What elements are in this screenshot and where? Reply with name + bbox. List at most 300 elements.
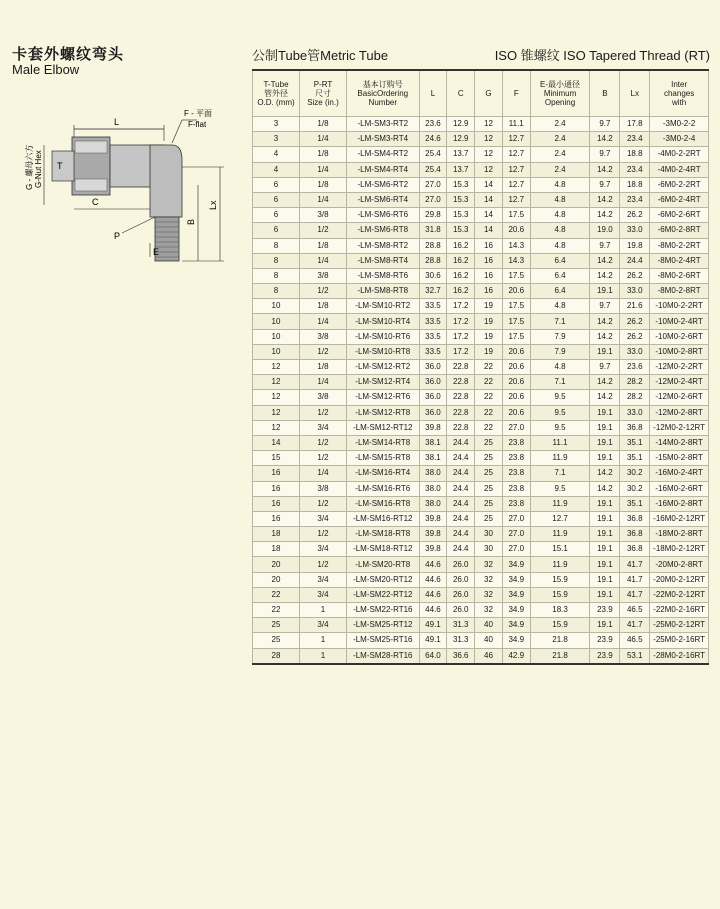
cell-lx: 46.5 bbox=[620, 603, 650, 618]
cell-f: 12.7 bbox=[502, 177, 530, 192]
cell-g: 25 bbox=[475, 451, 503, 466]
column-header-line: 管外径 bbox=[263, 89, 288, 98]
table-row bbox=[253, 496, 709, 511]
column-header-line: L bbox=[430, 89, 436, 98]
cell-lx: 26.2 bbox=[620, 208, 650, 223]
cell-t: 10 bbox=[253, 344, 300, 359]
cell-l: 38.0 bbox=[419, 496, 447, 511]
cell-l: 33.5 bbox=[419, 344, 447, 359]
cell-g: 14 bbox=[475, 177, 503, 192]
cell-e: 4.8 bbox=[530, 238, 590, 253]
cell-ord: -LM-SM22-RT12 bbox=[346, 587, 419, 602]
cell-ord: -LM-SM25-RT16 bbox=[346, 633, 419, 648]
cell-inter: -8M0-2-4RT bbox=[650, 253, 709, 268]
cell-f: 34.9 bbox=[502, 572, 530, 587]
column-header-b bbox=[590, 70, 620, 117]
cell-f: 23.8 bbox=[502, 496, 530, 511]
cell-e: 6.4 bbox=[530, 268, 590, 283]
table-row bbox=[253, 132, 709, 147]
cell-e: 15.9 bbox=[530, 587, 590, 602]
cell-inter: -16M0-2-12RT bbox=[650, 511, 709, 526]
cell-c: 17.2 bbox=[447, 314, 475, 329]
cell-inter: -6M0-2-4RT bbox=[650, 192, 709, 207]
cell-t: 28 bbox=[253, 648, 300, 664]
cell-c: 17.2 bbox=[447, 299, 475, 314]
cell-inter: -3M0-2-4 bbox=[650, 132, 709, 147]
cell-b: 14.2 bbox=[590, 466, 620, 481]
cell-e: 2.4 bbox=[530, 117, 590, 132]
cell-l: 36.0 bbox=[419, 375, 447, 390]
cell-t: 12 bbox=[253, 405, 300, 420]
cell-f: 20.6 bbox=[502, 375, 530, 390]
cell-f: 34.9 bbox=[502, 618, 530, 633]
cell-inter: -3M0-2-2 bbox=[650, 117, 709, 132]
cell-b: 14.2 bbox=[590, 208, 620, 223]
cell-e: 6.4 bbox=[530, 284, 590, 299]
cell-e: 2.4 bbox=[530, 132, 590, 147]
cell-inter: -16M0-2-8RT bbox=[650, 496, 709, 511]
cell-b: 19.1 bbox=[590, 557, 620, 572]
cell-e: 4.8 bbox=[530, 208, 590, 223]
cell-ord: -LM-SM4-RT2 bbox=[346, 147, 419, 162]
column-header-g bbox=[475, 70, 503, 117]
cell-p: 1/2 bbox=[299, 344, 346, 359]
cell-p: 1/2 bbox=[299, 557, 346, 572]
cell-e: 15.9 bbox=[530, 618, 590, 633]
male-elbow-drawing bbox=[22, 105, 250, 275]
cell-e: 2.4 bbox=[530, 147, 590, 162]
cell-g: 30 bbox=[475, 542, 503, 557]
cell-c: 15.3 bbox=[447, 177, 475, 192]
cell-p: 3/4 bbox=[299, 511, 346, 526]
cell-l: 44.6 bbox=[419, 557, 447, 572]
cell-t: 12 bbox=[253, 420, 300, 435]
cell-lx: 26.2 bbox=[620, 329, 650, 344]
cell-b: 14.2 bbox=[590, 253, 620, 268]
cell-b: 19.1 bbox=[590, 542, 620, 557]
f-flat-cn-label: F - 平面 bbox=[184, 109, 212, 118]
dim-t-label: T bbox=[57, 161, 63, 171]
cell-p: 1/2 bbox=[299, 284, 346, 299]
table-row bbox=[253, 572, 709, 587]
cell-lx: 26.2 bbox=[620, 268, 650, 283]
cell-t: 10 bbox=[253, 329, 300, 344]
dim-p-label: P bbox=[114, 231, 121, 241]
cell-t: 12 bbox=[253, 375, 300, 390]
cell-ord: -LM-SM4-RT4 bbox=[346, 162, 419, 177]
cell-inter: -20M0-2-12RT bbox=[650, 572, 709, 587]
cell-c: 31.3 bbox=[447, 633, 475, 648]
cell-inter: -10M0-2-8RT bbox=[650, 344, 709, 359]
cell-p: 1/4 bbox=[299, 162, 346, 177]
column-header-line: Size (in.) bbox=[307, 98, 339, 107]
cell-t: 6 bbox=[253, 192, 300, 207]
cell-e: 9.5 bbox=[530, 420, 590, 435]
cell-f: 27.0 bbox=[502, 511, 530, 526]
table-header-row bbox=[253, 70, 709, 117]
cell-f: 12.7 bbox=[502, 147, 530, 162]
cell-g: 16 bbox=[475, 238, 503, 253]
cell-ord: -LM-SM8-RT8 bbox=[346, 284, 419, 299]
cell-p: 3/4 bbox=[299, 618, 346, 633]
table-row bbox=[253, 405, 709, 420]
cell-b: 19.1 bbox=[590, 572, 620, 587]
cell-lx: 23.4 bbox=[620, 162, 650, 177]
cell-c: 22.8 bbox=[447, 405, 475, 420]
cell-ord: -LM-SM20-RT12 bbox=[346, 572, 419, 587]
cell-inter: -14M0-2-8RT bbox=[650, 435, 709, 450]
table-row bbox=[253, 633, 709, 648]
cell-l: 49.1 bbox=[419, 618, 447, 633]
column-header-l bbox=[419, 70, 447, 117]
cell-inter: -6M0-2-6RT bbox=[650, 208, 709, 223]
cell-ord: -LM-SM6-RT8 bbox=[346, 223, 419, 238]
cell-b: 9.7 bbox=[590, 177, 620, 192]
cell-lx: 36.8 bbox=[620, 542, 650, 557]
cell-e: 2.4 bbox=[530, 162, 590, 177]
f-flat-en-label: F-flat bbox=[188, 120, 207, 129]
cell-g: 22 bbox=[475, 390, 503, 405]
cell-g: 25 bbox=[475, 466, 503, 481]
cell-lx: 36.8 bbox=[620, 511, 650, 526]
table-row bbox=[253, 618, 709, 633]
cell-e: 4.8 bbox=[530, 299, 590, 314]
cell-inter: -12M0-2-12RT bbox=[650, 420, 709, 435]
cell-p: 3/4 bbox=[299, 420, 346, 435]
cell-g: 16 bbox=[475, 253, 503, 268]
g-nut-en-label: G-Nut Hex bbox=[34, 150, 43, 188]
cell-inter: -6M0-2-8RT bbox=[650, 223, 709, 238]
cell-ord: -LM-SM6-RT6 bbox=[346, 208, 419, 223]
table-row bbox=[253, 268, 709, 283]
cell-p: 3/4 bbox=[299, 572, 346, 587]
cell-ord: -LM-SM8-RT4 bbox=[346, 253, 419, 268]
cell-inter: -16M0-2-6RT bbox=[650, 481, 709, 496]
cell-ord: -LM-SM16-RT4 bbox=[346, 466, 419, 481]
cell-g: 25 bbox=[475, 496, 503, 511]
cell-inter: -15M0-2-8RT bbox=[650, 451, 709, 466]
table-row bbox=[253, 527, 709, 542]
cell-inter: -10M0-2-6RT bbox=[650, 329, 709, 344]
cell-lx: 36.8 bbox=[620, 420, 650, 435]
cell-f: 34.9 bbox=[502, 587, 530, 602]
cell-lx: 41.7 bbox=[620, 618, 650, 633]
cell-lx: 26.2 bbox=[620, 314, 650, 329]
cell-lx: 33.0 bbox=[620, 405, 650, 420]
cell-f: 23.8 bbox=[502, 451, 530, 466]
cell-inter: -20M0-2-8RT bbox=[650, 557, 709, 572]
column-header-lx bbox=[620, 70, 650, 117]
cell-f: 17.5 bbox=[502, 208, 530, 223]
cell-t: 3 bbox=[253, 117, 300, 132]
cell-c: 26.0 bbox=[447, 603, 475, 618]
column-header-line: Lx bbox=[630, 89, 639, 98]
cell-ord: -LM-SM12-RT4 bbox=[346, 375, 419, 390]
cell-ord: -LM-SM6-RT4 bbox=[346, 192, 419, 207]
cell-ord: -LM-SM12-RT6 bbox=[346, 390, 419, 405]
cell-lx: 23.4 bbox=[620, 192, 650, 207]
cell-l: 39.8 bbox=[419, 542, 447, 557]
dim-lx-label: Lx bbox=[208, 200, 218, 210]
cell-b: 23.9 bbox=[590, 603, 620, 618]
cell-b: 23.9 bbox=[590, 648, 620, 664]
cell-l: 39.8 bbox=[419, 527, 447, 542]
column-header-line: Inter bbox=[671, 80, 688, 89]
g-nut-cn-label: G - 螺母六方 bbox=[25, 144, 34, 190]
cell-f: 27.0 bbox=[502, 542, 530, 557]
cell-l: 32.7 bbox=[419, 284, 447, 299]
table-row bbox=[253, 147, 709, 162]
cell-ord: -LM-SM15-RT8 bbox=[346, 451, 419, 466]
cell-l: 64.0 bbox=[419, 648, 447, 664]
table-row bbox=[253, 117, 709, 132]
cell-l: 39.8 bbox=[419, 511, 447, 526]
cell-t: 4 bbox=[253, 162, 300, 177]
cell-b: 19.1 bbox=[590, 587, 620, 602]
cell-e: 11.1 bbox=[530, 435, 590, 450]
cell-ord: -LM-SM28-RT16 bbox=[346, 648, 419, 664]
cell-l: 25.4 bbox=[419, 162, 447, 177]
cell-g: 14 bbox=[475, 223, 503, 238]
cell-p: 3/4 bbox=[299, 542, 346, 557]
cell-b: 14.2 bbox=[590, 329, 620, 344]
cell-lx: 41.7 bbox=[620, 557, 650, 572]
cell-l: 23.6 bbox=[419, 117, 447, 132]
cell-lx: 17.8 bbox=[620, 117, 650, 132]
cell-ord: -LM-SM8-RT2 bbox=[346, 238, 419, 253]
cell-g: 14 bbox=[475, 208, 503, 223]
cell-p: 1/2 bbox=[299, 405, 346, 420]
cell-g: 19 bbox=[475, 299, 503, 314]
cell-g: 22 bbox=[475, 375, 503, 390]
cell-b: 19.1 bbox=[590, 451, 620, 466]
cell-lx: 23.6 bbox=[620, 360, 650, 375]
cell-p: 3/4 bbox=[299, 587, 346, 602]
cell-ord: -LM-SM3-RT4 bbox=[346, 132, 419, 147]
cell-f: 17.5 bbox=[502, 329, 530, 344]
cell-e: 7.9 bbox=[530, 329, 590, 344]
cell-b: 9.7 bbox=[590, 299, 620, 314]
cell-b: 19.1 bbox=[590, 284, 620, 299]
cell-f: 12.7 bbox=[502, 132, 530, 147]
cell-t: 16 bbox=[253, 481, 300, 496]
cell-c: 24.4 bbox=[447, 481, 475, 496]
cell-e: 7.1 bbox=[530, 466, 590, 481]
column-header-t bbox=[253, 70, 300, 117]
cell-p: 1/4 bbox=[299, 466, 346, 481]
table-row bbox=[253, 420, 709, 435]
cell-p: 1/8 bbox=[299, 360, 346, 375]
cell-p: 1 bbox=[299, 648, 346, 664]
cell-c: 24.4 bbox=[447, 527, 475, 542]
cell-e: 11.9 bbox=[530, 527, 590, 542]
cell-inter: -25M0-2-12RT bbox=[650, 618, 709, 633]
cell-g: 22 bbox=[475, 360, 503, 375]
cell-c: 17.2 bbox=[447, 344, 475, 359]
cell-c: 22.8 bbox=[447, 375, 475, 390]
cell-f: 17.5 bbox=[502, 299, 530, 314]
cell-f: 14.3 bbox=[502, 238, 530, 253]
cell-lx: 21.6 bbox=[620, 299, 650, 314]
cell-p: 1/4 bbox=[299, 253, 346, 268]
cell-l: 25.4 bbox=[419, 147, 447, 162]
column-header-line: O.D. (mm) bbox=[257, 98, 295, 107]
cell-l: 27.0 bbox=[419, 192, 447, 207]
cell-p: 1/4 bbox=[299, 132, 346, 147]
cell-lx: 30.2 bbox=[620, 481, 650, 496]
cell-l: 28.8 bbox=[419, 253, 447, 268]
cell-c: 13.7 bbox=[447, 162, 475, 177]
cell-f: 17.5 bbox=[502, 314, 530, 329]
cell-t: 8 bbox=[253, 238, 300, 253]
cell-ord: -LM-SM3-RT2 bbox=[346, 117, 419, 132]
cell-t: 14 bbox=[253, 435, 300, 450]
cell-g: 25 bbox=[475, 435, 503, 450]
cell-inter: -18M0-2-8RT bbox=[650, 527, 709, 542]
table-row bbox=[253, 223, 709, 238]
cell-ord: -LM-SM22-RT16 bbox=[346, 603, 419, 618]
cell-g: 46 bbox=[475, 648, 503, 664]
cell-t: 4 bbox=[253, 147, 300, 162]
cell-l: 38.0 bbox=[419, 466, 447, 481]
cell-c: 16.2 bbox=[447, 268, 475, 283]
cell-t: 20 bbox=[253, 557, 300, 572]
cell-c: 26.0 bbox=[447, 557, 475, 572]
cell-inter: -8M0-2-2RT bbox=[650, 238, 709, 253]
table-row bbox=[253, 329, 709, 344]
table-row bbox=[253, 344, 709, 359]
cell-t: 10 bbox=[253, 299, 300, 314]
cell-p: 1/2 bbox=[299, 223, 346, 238]
cell-g: 14 bbox=[475, 192, 503, 207]
cell-e: 7.1 bbox=[530, 314, 590, 329]
cell-p: 3/8 bbox=[299, 268, 346, 283]
cell-lx: 30.2 bbox=[620, 466, 650, 481]
cell-inter: -12M0-2-6RT bbox=[650, 390, 709, 405]
cell-t: 8 bbox=[253, 253, 300, 268]
cell-t: 22 bbox=[253, 587, 300, 602]
cell-lx: 41.7 bbox=[620, 587, 650, 602]
cell-t: 20 bbox=[253, 572, 300, 587]
cell-p: 1/8 bbox=[299, 147, 346, 162]
cell-f: 34.9 bbox=[502, 603, 530, 618]
cell-l: 38.1 bbox=[419, 435, 447, 450]
column-header-line: Minimum bbox=[543, 89, 577, 98]
spec-table-container bbox=[252, 69, 709, 665]
cell-g: 32 bbox=[475, 572, 503, 587]
cell-lx: 19.8 bbox=[620, 238, 650, 253]
cell-e: 15.1 bbox=[530, 542, 590, 557]
cell-l: 33.5 bbox=[419, 299, 447, 314]
cell-g: 16 bbox=[475, 268, 503, 283]
cell-t: 16 bbox=[253, 496, 300, 511]
cell-ord: -LM-SM10-RT4 bbox=[346, 314, 419, 329]
cell-e: 21.8 bbox=[530, 633, 590, 648]
cell-inter: -12M0-2-2RT bbox=[650, 360, 709, 375]
cell-g: 32 bbox=[475, 603, 503, 618]
cell-lx: 24.4 bbox=[620, 253, 650, 268]
cell-ord: -LM-SM10-RT6 bbox=[346, 329, 419, 344]
table-row bbox=[253, 299, 709, 314]
table-row bbox=[253, 603, 709, 618]
cell-inter: -22M0-2-12RT bbox=[650, 587, 709, 602]
cell-lx: 33.0 bbox=[620, 284, 650, 299]
cell-inter: -25M0-2-16RT bbox=[650, 633, 709, 648]
cell-e: 21.8 bbox=[530, 648, 590, 664]
cell-g: 32 bbox=[475, 587, 503, 602]
table-row bbox=[253, 466, 709, 481]
column-header-line: 尺寸 bbox=[314, 89, 331, 98]
cell-f: 11.1 bbox=[502, 117, 530, 132]
table-row bbox=[253, 192, 709, 207]
cell-p: 1/2 bbox=[299, 451, 346, 466]
dim-e-label: E bbox=[153, 247, 160, 257]
cell-b: 19.1 bbox=[590, 618, 620, 633]
table-body bbox=[253, 117, 709, 664]
cell-b: 19.0 bbox=[590, 223, 620, 238]
cell-g: 22 bbox=[475, 405, 503, 420]
cell-l: 33.5 bbox=[419, 314, 447, 329]
cell-f: 20.6 bbox=[502, 390, 530, 405]
cell-b: 19.1 bbox=[590, 344, 620, 359]
cell-l: 33.5 bbox=[419, 329, 447, 344]
cell-b: 9.7 bbox=[590, 117, 620, 132]
table-row bbox=[253, 435, 709, 450]
cell-c: 12.9 bbox=[447, 117, 475, 132]
cell-g: 30 bbox=[475, 527, 503, 542]
cell-p: 3/8 bbox=[299, 481, 346, 496]
cell-l: 49.1 bbox=[419, 633, 447, 648]
cell-lx: 18.8 bbox=[620, 177, 650, 192]
cell-t: 6 bbox=[253, 208, 300, 223]
cell-p: 1 bbox=[299, 603, 346, 618]
cell-e: 9.5 bbox=[530, 405, 590, 420]
cell-l: 36.0 bbox=[419, 405, 447, 420]
column-header-e bbox=[530, 70, 590, 117]
cell-inter: -22M0-2-16RT bbox=[650, 603, 709, 618]
cell-t: 18 bbox=[253, 542, 300, 557]
cell-e: 15.9 bbox=[530, 572, 590, 587]
column-header-line: G bbox=[485, 89, 492, 98]
cell-f: 34.9 bbox=[502, 557, 530, 572]
cell-t: 8 bbox=[253, 268, 300, 283]
cell-l: 44.6 bbox=[419, 572, 447, 587]
cell-lx: 35.1 bbox=[620, 451, 650, 466]
cell-f: 20.6 bbox=[502, 360, 530, 375]
cell-b: 19.1 bbox=[590, 496, 620, 511]
cell-b: 14.2 bbox=[590, 375, 620, 390]
cell-ord: -LM-SM18-RT8 bbox=[346, 527, 419, 542]
cell-f: 23.8 bbox=[502, 481, 530, 496]
dim-c-label: C bbox=[92, 197, 99, 207]
cell-t: 25 bbox=[253, 618, 300, 633]
cell-c: 15.3 bbox=[447, 223, 475, 238]
cell-inter: -18M0-2-12RT bbox=[650, 542, 709, 557]
cell-c: 31.3 bbox=[447, 618, 475, 633]
metric-tube-header: 公制Tube管Metric Tube bbox=[252, 48, 389, 63]
cell-e: 6.4 bbox=[530, 253, 590, 268]
cell-f: 34.9 bbox=[502, 633, 530, 648]
cell-g: 19 bbox=[475, 314, 503, 329]
column-header-line: BasicOrdering bbox=[357, 89, 409, 98]
table-row bbox=[253, 162, 709, 177]
cell-f: 12.7 bbox=[502, 192, 530, 207]
cell-t: 6 bbox=[253, 177, 300, 192]
cell-ord: -LM-SM16-RT8 bbox=[346, 496, 419, 511]
product-title-en: Male Elbow bbox=[12, 62, 80, 77]
cell-f: 20.6 bbox=[502, 405, 530, 420]
cell-c: 22.8 bbox=[447, 390, 475, 405]
